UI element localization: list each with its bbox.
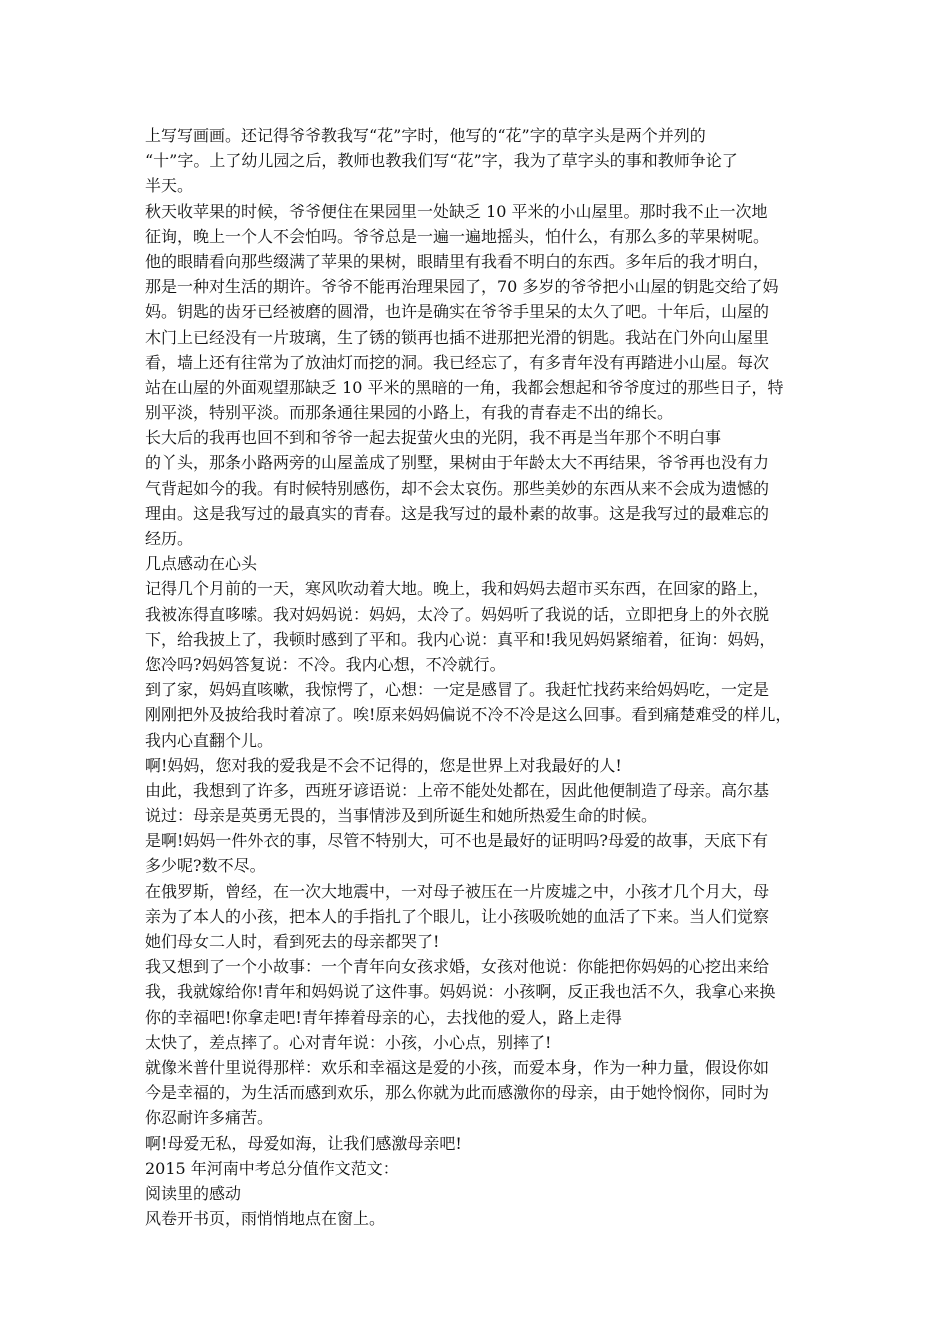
text-line: 到了家，妈妈直咳嗽，我惊愕了，心想：一定是感冒了。我赶忙找药来给妈妈吃，一定是 <box>145 680 770 700</box>
text-line: 你的幸福吧!你拿走吧!青年捧着母亲的心，去找他的爱人，路上走得 <box>145 1007 622 1027</box>
text-line: 在俄罗斯，曾经，在一次大地震中，一对母子被压在一片废墟之中，小孩才几个月大，母 <box>145 881 770 901</box>
text-line: 啊!母爱无私，母爱如海，让我们感激母亲吧! <box>145 1133 462 1153</box>
section-heading: 2015 年河南中考总分值作文范文： <box>145 1158 399 1178</box>
text-line: 亲为了本人的小孩，把本人的手指扎了个眼儿，让小孩吸吮她的血活了下来。当人们觉察 <box>145 906 770 926</box>
section-heading: 阅读里的感动 <box>145 1183 242 1203</box>
text-line: 木门上已经没有一片玻璃，生了锈的锁再也插不进那把光滑的钥匙。我站在门外向山屋里 <box>145 327 770 347</box>
text-line: 刚刚把外及披给我时着凉了。唉!原来妈妈偏说不冷不冷是这么回事。看到痛楚难受的样儿， <box>145 705 792 725</box>
text-line: 啊!妈妈，您对我的爱我是不会不记得的，您是世界上对我最好的人! <box>145 755 622 775</box>
text-line: 太快了，差点摔了。心对青年说：小孩，小心点，别摔了! <box>145 1032 552 1052</box>
text-line: 下，给我披上了，我顿时感到了平和。我内心说：真平和!我见妈妈紧缩着，征询：妈妈， <box>145 629 776 649</box>
text-line: 长大后的我再也回不到和爷爷一起去捉萤火虫的光阴，我不再是当年那个不明白事 <box>145 428 722 448</box>
text-line: 的丫头，那条小路两旁的山屋盖成了别墅，果树由于年龄太大不再结果，爷爷再也没有力 <box>145 453 770 473</box>
text-line: 站在山屋的外面观望那缺乏 10 平米的黑暗的一角，我都会想起和爷爷度过的那些日子，特 <box>145 377 784 397</box>
text-line: 那是一种对生活的期许。爷爷不能再治理果园了，70 多岁的爷爷把小山屋的钥匙交给了妈 <box>145 277 779 297</box>
text-line: 记得几个月前的一天，寒风吹动着大地。晚上，我和妈妈去超市买东西，在回家的路上， <box>145 579 770 599</box>
text-line: 是啊!妈妈一件外衣的事，尽管不特别大，可不也是最好的证明吗?母爱的故事，天底下有 <box>145 831 769 851</box>
text-line: 你忍耐许多痛苦。 <box>145 1108 274 1128</box>
text-line: 看，墙上还有往常为了放油灯而挖的洞。我已经忘了，有多青年没有再踏进小山屋。每次 <box>145 352 770 372</box>
text-line: 我又想到了一个小故事：一个青年向女孩求婚，女孩对他说：你能把你妈妈的心挖出来给 <box>145 957 770 977</box>
text-line: 半天。 <box>145 176 194 196</box>
text-line: “十”字。上了幼儿园之后，教师也教我们写“花”字，我为了草字头的事和教师争论了 <box>145 151 738 171</box>
text-line: 他的眼睛看向那些缀满了苹果的果树，眼睛里有我看不明白的东西。多年后的我才明白， <box>145 251 770 271</box>
text-line: 征询，晚上一个人不会怕吗。爷爷总是一遍一遍地摇头，怕什么，有那么多的苹果树呢。 <box>145 226 770 246</box>
text-line: 理由。这是我写过的最真实的青春。这是我写过的最朴素的故事。这是我写过的最难忘的 <box>145 503 770 523</box>
text-line: 气背起如今的我。有时候特别感伤，却不会太哀伤。那些美妙的东西从来不会成为遗憾的 <box>145 478 770 498</box>
text-line: 别平淡，特别平淡。而那条通往果园的小路上，有我的青春走不出的绵长。 <box>145 403 674 423</box>
text-line: 多少呢?数不尽。 <box>145 856 266 876</box>
text-line: 我被冻得直哆嗦。我对妈妈说：妈妈，太冷了。妈妈听了我说的话，立即把身上的外衣脱 <box>145 604 770 624</box>
text-line: 经历。 <box>145 529 194 548</box>
section-heading: 几点感动在心头 <box>145 554 258 574</box>
text-line: 风卷开书页，雨悄悄地点在窗上。 <box>145 1209 386 1229</box>
text-line: 我内心直翻个儿。 <box>145 730 274 750</box>
text-line: 秋天收苹果的时候，爷爷便住在果园里一处缺乏 10 平米的小山屋里。那时我不止一次地 <box>145 201 768 221</box>
text-line: 我，我就嫁给你!青年和妈妈说了这件事。妈妈说：小孩啊，反正我也活不久，我拿心来换 <box>145 982 776 1002</box>
text-line: 就像米普什里说得那样：欢乐和幸福这是爱的小孩，而爱本身，作为一种力量，假设你如 <box>145 1057 770 1077</box>
document-body <box>145 123 815 1231</box>
text-line: 今是幸福的，为生活而感到欢乐，那么你就为此而感激你的母亲，由于她怜悯你，同时为 <box>145 1083 770 1103</box>
text-line: 上写写画画。还记得爷爷教我写“花”字时，他写的“花”字的草字头是两个并列的 <box>145 126 706 145</box>
text-line: 她们母女二人时，看到死去的母亲都哭了! <box>145 932 440 951</box>
text-line: 由此，我想到了许多，西班牙谚语说：上帝不能处处都在，因此他便制造了母亲。高尔基 <box>145 780 770 800</box>
text-line: 妈。钥匙的齿牙已经被磨的圆滑，也许是确实在爷爷手里呆的太久了吧。十年后，山屋的 <box>145 302 770 322</box>
text-line: 您冷吗?妈妈答复说：不冷。我内心想，不冷就行。 <box>145 654 506 674</box>
text-line: 说过：母亲是英勇无畏的，当事情涉及到所诞生和她所热爱生命的时候。 <box>145 806 658 826</box>
